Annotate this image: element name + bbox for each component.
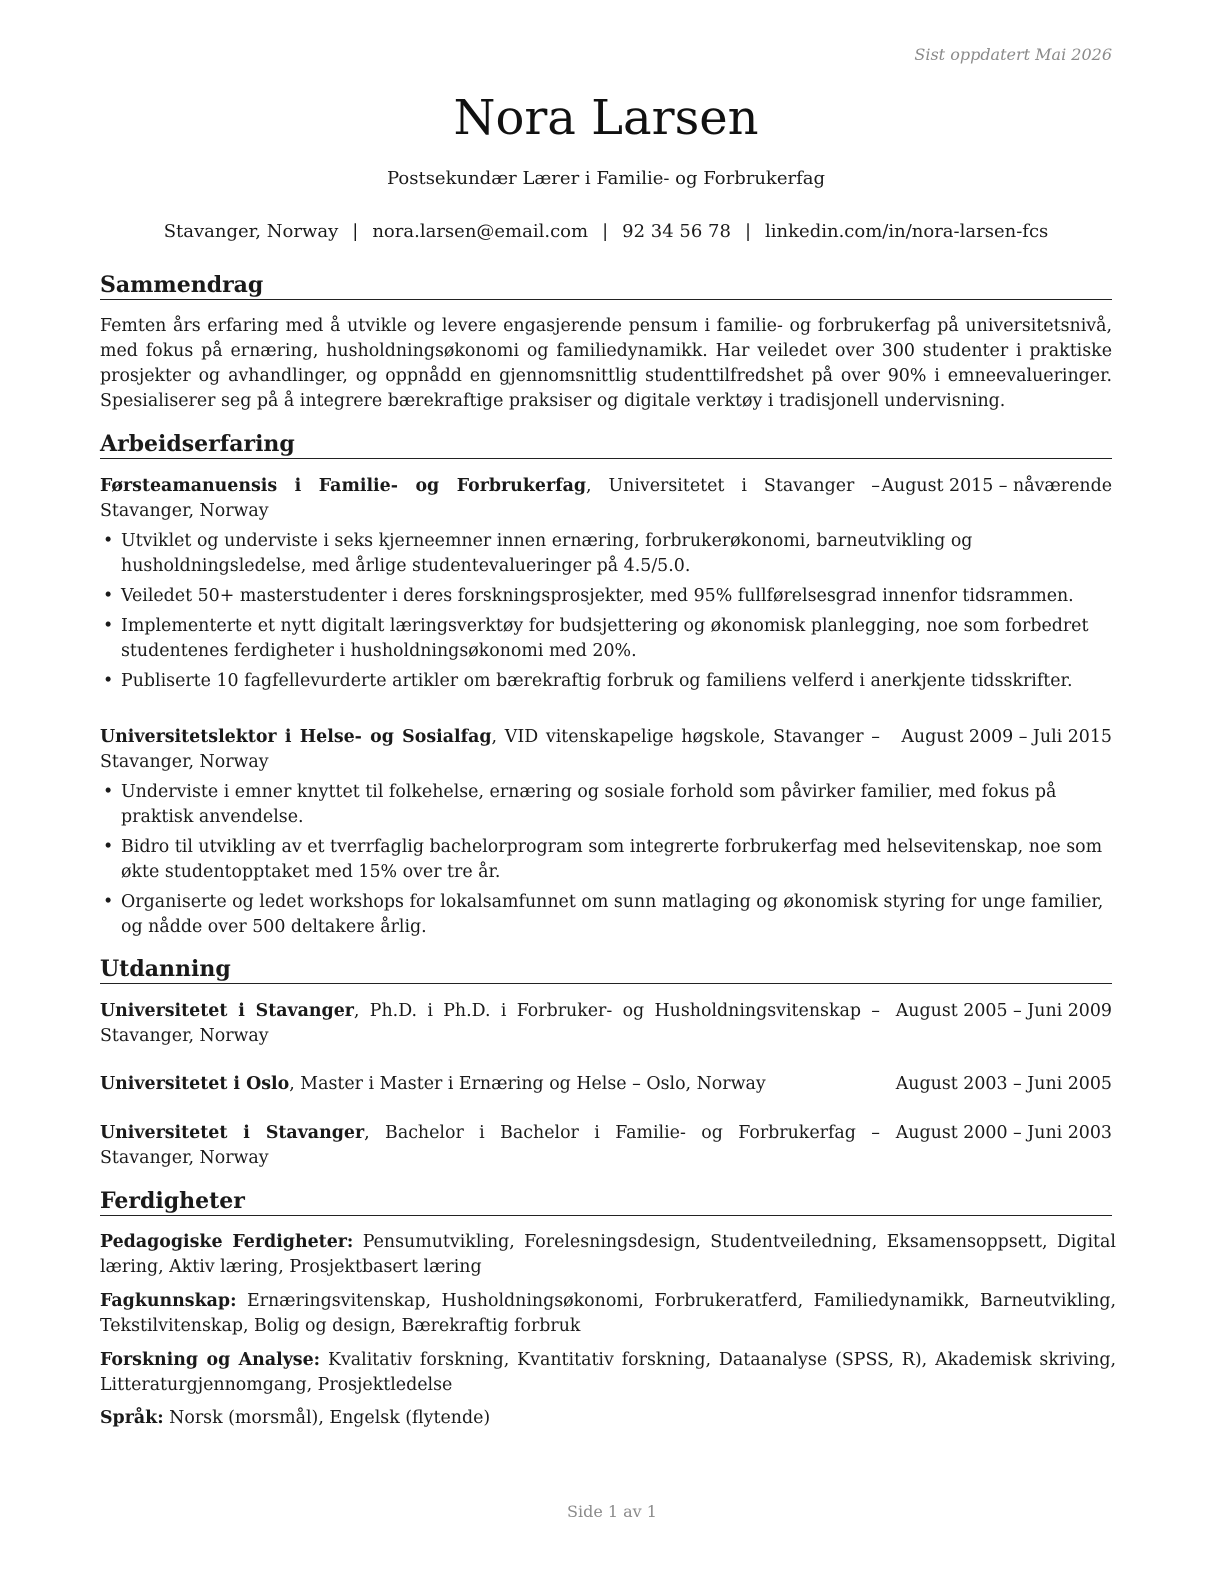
- degree-detail: , Bachelor i Bachelor i Familie- og Forbrukerfag – Stavanger, Norway: [100, 1123, 880, 1168]
- contact-line: [100, 220, 1112, 244]
- bullet-icon: •: [103, 782, 114, 802]
- skill-values: Ernæringsvitenskap, Husholdningsøkonomi, Forbrukeratferd, Familiedynamikk, Barneutvikling, Tekstilvitenskap, Bolig og design, Bærekraftig forbruk: [100, 1291, 1116, 1336]
- skill-label: Fagkunnskap:: [100, 1291, 237, 1311]
- bullet-icon: •: [103, 531, 114, 551]
- last-updated: Sist oppdatert Mai 2026: [914, 45, 1112, 64]
- list-item: • Veiledet 50+ masterstudenter i deres forskningsprosjekter, med 95% fullførelsesgrad innenfor tidsrammen.: [100, 584, 1116, 609]
- skill-values: Kvalitativ forskning, Kvantitativ forskning, Dataanalyse (SPSS, R), Akademisk skriving, Litteraturgjennomgang, Prosjektledelse: [100, 1350, 1116, 1395]
- job-role: Førsteamanuensis i Familie- og Forbrukerfag: [100, 476, 587, 496]
- skill-line: [100, 1230, 1116, 1280]
- contact-separator: |: [744, 221, 752, 242]
- job-bullets: [100, 529, 1116, 699]
- job-header: [100, 725, 1112, 775]
- candidate-title: Postsekundær Lærer i Familie- og Forbrukerfag: [387, 168, 825, 189]
- list-item: • Utviklet og underviste i seks kjerneemner innen ernæring, forbrukerøkonomi, barneutvikling og husholdningsledelse, med årlige studentevalueringer på 4.5/5.0.: [103, 531, 973, 576]
- contact-location: Stavanger, Norway: [163, 221, 339, 242]
- skill-label: Forskning og Analyse:: [100, 1350, 321, 1370]
- education-entry: [100, 1072, 1112, 1097]
- section-title-experience: Arbeidserfaring: [100, 430, 1112, 459]
- job-org: , VID vitenskapelige høgskole, Stavanger – Stavanger, Norway: [100, 727, 880, 772]
- contact-phone[interactable]: 92 34 56 78: [622, 221, 731, 242]
- job-dates: August 2015 – nåværende: [881, 476, 1112, 496]
- contact-separator: |: [352, 221, 359, 242]
- list-item: • Implementerte et nytt digitalt læringsverktøy for budsjettering og økonomisk planlegging, noe som forbedret studentenes ferdigheter i husholdningsøkonomi med 20%.: [103, 616, 1089, 661]
- job-role: Universitetslektor i Helse- og Sosialfag: [100, 727, 492, 747]
- education-dates: August 2005 – Juni 2009: [895, 1001, 1112, 1021]
- contact-linkedin[interactable]: linkedin.com/in/nora-larsen-fcs: [765, 221, 1049, 242]
- candidate-name: Nora Larsen: [453, 90, 759, 146]
- school-name: Universitetet i Oslo: [100, 1074, 290, 1094]
- contact-separator: |: [602, 221, 609, 242]
- skill-label: Pedagogiske Ferdigheter:: [100, 1232, 354, 1252]
- skill-line: [100, 1406, 1116, 1431]
- education-dates: August 2000 – Juni 2003: [895, 1123, 1112, 1143]
- skill-values: Norsk (morsmål), Engelsk (flytende): [163, 1408, 491, 1428]
- education-entry: [100, 999, 1112, 1049]
- list-item: • Publiserte 10 fagfellevurderte artikler om bærekraftig forbruk og familiens velferd i anerkjente tidsskrifter.: [100, 669, 1116, 694]
- list-item: • Organiserte og ledet workshops for lokalsamfunnet om sunn matlaging og økonomisk styring for unge familier, og nådde over 500 deltakere årlig.: [103, 892, 1104, 937]
- bullet-icon: •: [103, 586, 114, 606]
- section-title-summary: Sammendrag: [100, 271, 1112, 300]
- job-bullets: [100, 780, 1116, 945]
- list-item: • Underviste i emner knyttet til folkehelse, ernæring og sosiale forhold som påvirker familier, med fokus på praktisk anvendelse.: [103, 782, 1057, 827]
- summary-text: Femten års erfaring med å utvikle og levere engasjerende pensum i familie- og forbrukerfag på universitetsnivå, med fokus på ernæring, husholdningsøkonomi og familiedynamikk. Har veiledet over 300 studenter i praktiske prosjekter og avhandlinger, og oppnådd en gjennomsnittlig studenttilfredshet på over 90% i emneevalueringer. Spesialiserer seg på å integrere bærekraftige praksiser og digitale verktøy i tradisjonell undervisning.: [100, 316, 1112, 411]
- bullet-icon: •: [103, 837, 114, 857]
- contact-email[interactable]: nora.larsen@email.com: [372, 221, 589, 242]
- education-entry: [100, 1121, 1112, 1171]
- section-title-skills: Ferdigheter: [100, 1187, 1112, 1216]
- school-name: Universitetet i Stavanger: [100, 1123, 365, 1143]
- section-title-education: Utdanning: [100, 955, 1112, 984]
- skill-values: Pensumutvikling, Forelesningsdesign, Studentveiledning, Eksamensoppsett, Digital læring, Aktiv læring, Prosjektbasert læring: [100, 1232, 1116, 1277]
- skill-line: [100, 1348, 1116, 1398]
- skill-label: Språk:: [100, 1408, 164, 1428]
- job-dates: August 2009 – Juli 2015: [901, 727, 1112, 747]
- skill-line: [100, 1289, 1116, 1339]
- education-dates: August 2003 – Juni 2005: [895, 1074, 1112, 1094]
- bullet-icon: •: [103, 892, 114, 912]
- degree-detail: , Master i Master i Ernæring og Helse – Oslo, Norway: [289, 1074, 766, 1094]
- degree-detail: , Ph.D. i Ph.D. i Forbruker- og Husholdningsvitenskap – Stavanger, Norway: [100, 1001, 880, 1046]
- bullet-icon: •: [103, 671, 114, 691]
- school-name: Universitetet i Stavanger: [100, 1001, 354, 1021]
- bullet-icon: •: [103, 616, 114, 636]
- job-header: [100, 474, 1112, 524]
- job-org: , Universitetet i Stavanger – Stavanger, Norway: [100, 476, 880, 521]
- list-item: • Bidro til utvikling av et tverrfaglig bachelorprogram som integrerte forbrukerfag med helsevitenskap, noe som økte studentopptaket med 15% over tre år.: [103, 837, 1103, 882]
- page-number: Side 1 av 1: [567, 1502, 657, 1521]
